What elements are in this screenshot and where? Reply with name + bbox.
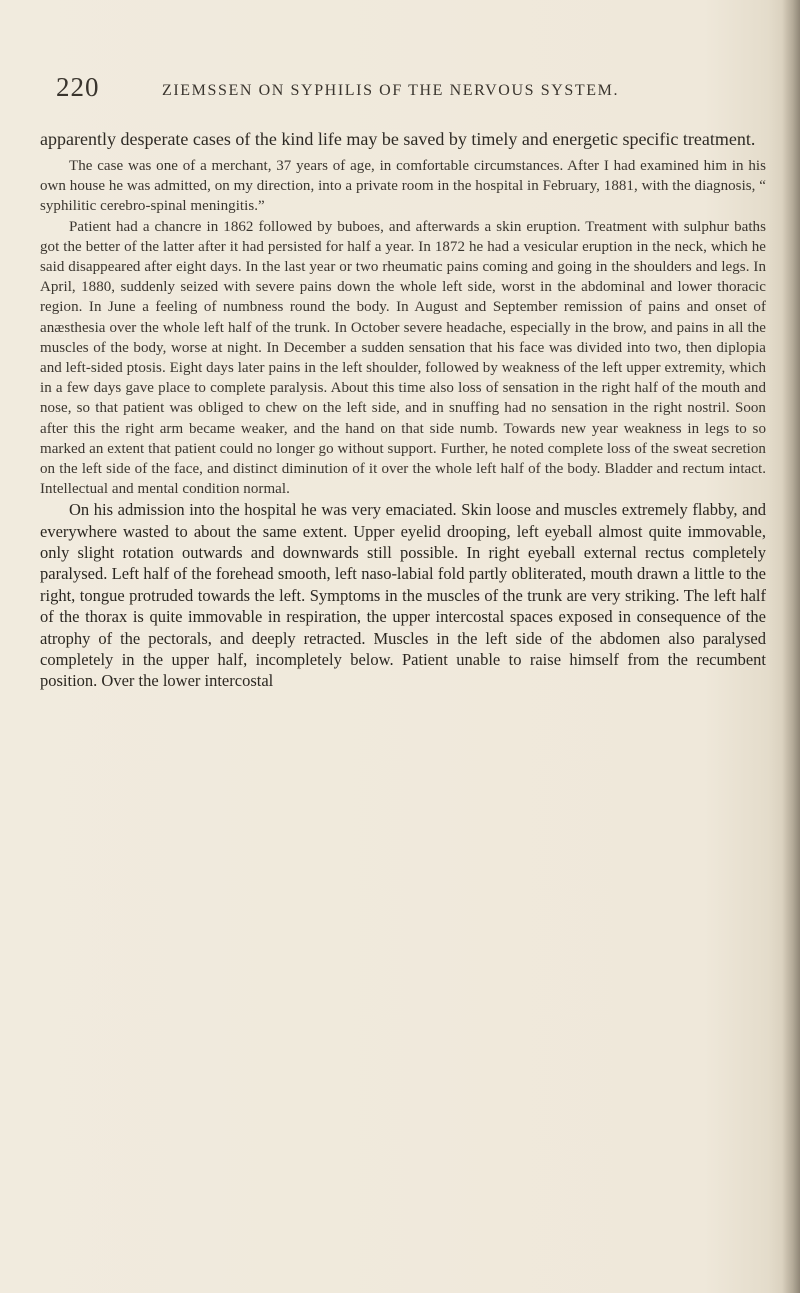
page-number: 220 [56,72,100,102]
body-text [40,128,766,692]
running-head: ZIEMSSEN ON SYPHILIS OF THE NERVOUS SYSTEM. [162,82,620,99]
case-intro-paragraph: The case was one of a merchant, 37 years of age, in comfortable circumstances. After I had examined him in his own house he was admitted, on my direction, into a private room in the hospital in February, 1881, with the diagnosis, “ syphilitic cerebro-spinal meningitis.” [40,158,766,215]
page-header [56,72,756,112]
intro-paragraph: apparently desperate cases of the kind life may be saved by timely and energetic specific treatment. [40,129,756,149]
page-edge-shadow [782,0,800,1293]
admission-paragraph: On his admission into the hospital he was very emaciated. Skin loose and muscles extremely flabby, and everywhere wasted to about the same extent. Upper eyelid drooping, left eyeball almost quite immovable, only slight rotation outwards and downwards still possible. In right eyeball external rectus completely paralysed. Left half of the forehead smooth, left naso-labial fold partly obliterated, mouth drawn a little to the right, tongue protruded towards the left. Symptoms in the muscles of the trunk are very striking. The left half of the thorax is quite immovable in respiration, the upper intercostal spaces exposed in consequence of the atrophy of the pectorals, and deeply retracted. Muscles in the left side of the abdomen also paralysed completely in the upper half, incompletely below. Patient unable to raise himself from the recumbent position. Over the lower intercostal [40,500,766,691]
case-history-paragraph: Patient had a chancre in 1862 followed by buboes, and afterwards a skin eruption. Treatment with sulphur baths got the better of the latter after it had persisted for half a year. In 1872 he had a vesicular eruption in the neck, which he said disappeared after eight days. In the last year or two rheumatic pains coming and going in the shoulders and legs. In April, 1880, suddenly seized with severe pains down the whole left side, worst in the abdominal and lower thoracic region. In June a feeling of numbness round the body. In August and September remission of pains and onset of anæsthesia over the whole left half of the trunk. In October severe headache, especially in the brow, and pains in all the muscles of the body, worse at night. In December a sudden sensation that his face was divided into two, then diplopia and left-sided ptosis. Eight days later pains in the left shoulder, followed by weakness of the left upper extremity, which in a few days gave place to complete paralysis. About this time also loss of sensation in the right half of the mouth and nose, so that patient was obliged to chew on the left side, and in snuffing had no sensation in the right nostril. Soon after this the right arm became weaker, and the hand on that side numb. Towards new year weakness in legs to so marked an extent that patient could no longer go without support. Further, he noted complete loss of the sweat secretion on the left side of the face, and distinct diminution of it over the whole left half of the body. Bladder and rectum intact. Intellectual and mental condition normal. [40,218,766,498]
